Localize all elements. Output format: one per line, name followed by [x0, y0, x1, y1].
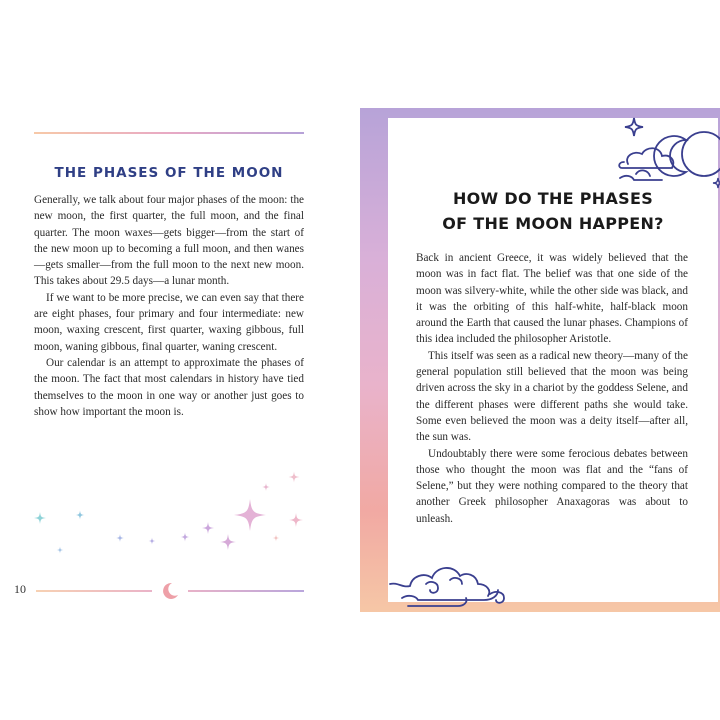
left-page-body	[34, 192, 304, 420]
right-page-body	[416, 250, 688, 527]
page-number: 10	[14, 582, 26, 596]
left-paragraph-3: Our calendar is an attempt to approximate the phases of the moon. The fact that most calendars in history have tied themselves to the moon in one way or another just goes to show how important the moon is.	[34, 356, 304, 418]
cloud-icon	[388, 554, 518, 610]
crescent-moon-icon	[160, 581, 180, 601]
right-page	[360, 108, 720, 612]
footer-divider-left	[36, 590, 152, 592]
left-paragraph-1: Generally, we talk about four major phases of the moon: the new moon, the first quarter, the full moon, and the final quarter. The moon waxes—gets bigger—from the start of the new moon up to becoming a full moon, and then wanes—gets smaller—from the full moon to the next new moon. This takes about 29.5 days—a lunar month.	[34, 194, 304, 288]
right-paragraph-3: Undoubtably there were some ferocious debates between those who thought the moon was flat and the “fans of Selene,” but they were nothing compared to the theory that another Greek philosopher Anaxagoras was about to unleash.	[416, 447, 688, 525]
sparkle-stars-icon	[20, 465, 320, 565]
right-title-line-1: HOW DO THE PHASES	[452, 189, 654, 208]
right-paragraph-1: Back in ancient Greece, it was widely believed that the moon was in fact flat. The belief was that one side of the moon was silvery-white, while the other side was black, and it was the orbiting of this half-white, half-black moon around the Earth that caused the lunar phases. Champions of this idea included the philosopher Aristotle.	[416, 252, 688, 346]
left-page-title: THE PHASES OF THE MOON	[54, 165, 284, 181]
right-title-line-2: OF THE MOON HAPPEN?	[442, 214, 664, 233]
right-paragraph-2: This itself was seen as a radical new theory—many of the general population still believed that the moon was being driven across the sky in a chariot by the goddess Selene, and the different phases were different paths she would take. Some even believed the moon was a deity itself—after all, the sun was.	[416, 349, 688, 444]
content-panel	[388, 118, 718, 602]
top-divider	[34, 132, 304, 134]
moon-phases-cloud-icon	[616, 116, 720, 196]
left-paragraph-2: If we want to be more precise, we can even say that there are eight phases, four primary and four intermediate: new moon, waxing crescent, first quarter, waxing gibbous, full moon, waning gibbous, final quarter, waning crescent.	[34, 291, 304, 353]
footer-divider-right	[188, 590, 304, 592]
